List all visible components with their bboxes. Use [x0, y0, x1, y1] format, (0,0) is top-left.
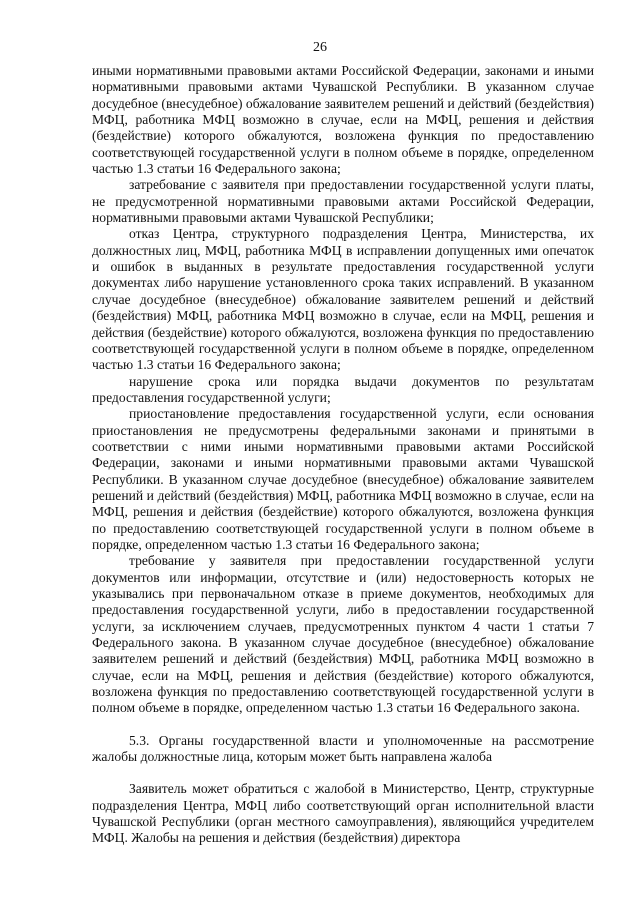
paragraph-suspension: приостановление предоставления государственной услуги, если основания приостановления не предусмотрены федеральными законами и принятыми в соответствии с ними иными нормативными правовыми актами Российской Федерации, законами и иными нормативными правовыми актами Чувашской Республики. В указанном случае досудебное (внесудебное) обжалование заявителем решений и действий (бездействия) МФЦ, работника МФЦ возможно в случае, если на МФЦ, решения и действия (бездействие) которого обжалуются, возложена функция по предоставлению соответствующей государственной услуги в полном объеме в порядке, определенном частью 1.3 статьи 16 Федерального закона;	[92, 406, 594, 552]
spacer	[92, 717, 594, 733]
paragraph-issue-deadline: нарушение срока или порядка выдачи документов по результатам предоставления государственной услуги;	[92, 373, 594, 405]
paragraph-continuation: иными нормативными правовыми актами Российской Федерации, законами и иными нормативными правовыми актами Чувашской Республики. В указанном случае досудебное (внесудебное) обжалование заявителем решений и действий (бездействия) МФЦ, работника МФЦ возможно в случае, если на МФЦ, решения и действия (бездействие) которого обжалуются, возложена функция по предоставлению соответствующей государственной услуги в полном объеме в порядке, определенном частью 1.3 статьи 16 Федерального закона;	[92, 63, 594, 177]
section-heading: 5.3. Органы государственной власти и уполномоченные на рассмотрение жалобы должностные лица, которым может быть направлена жалоба	[92, 732, 594, 765]
paragraph-complaint-bodies: Заявитель может обратиться с жалобой в Министерство, Центр, структурные подразделения Центра, МФЦ либо соответствующий орган исполнительной власти Чувашской Республики (орган местного самоуправления), являющийся учредителем МФЦ. Жалобы на решения и действия (бездействия) директора	[92, 781, 594, 846]
document-body	[92, 63, 594, 847]
spacer	[92, 765, 594, 781]
paragraph-fee-demand: затребование с заявителя при предоставлении государственной услуги платы, не предусмотренной нормативными правовыми актами Российской Федерации, нормативными правовыми актами Чувашской Республики;	[92, 177, 594, 226]
paragraph-document-demand: требование у заявителя при предоставлении государственной услуги документов или информации, отсутствие и (или) недостоверность которых не указывались при первоначальном отказе в приеме документов, необходимых для предоставления государственной услуги, либо в предоставлении государственной услуги, за исключением случаев, предусмотренных пунктом 4 части 1 статьи 7 Федерального закона. В указанном случае досудебное (внесудебное) обжалование заявителем решений и действий (бездействия) МФЦ, работника МФЦ возможно в случае, если на МФЦ, решения и действия (бездействие) которого обжалуются, возложена функция по предоставлению соответствующей государственной услуги в полном объеме в порядке, определенном частью 1.3 статьи 16 Федерального закона.	[92, 553, 594, 716]
page-number: 26	[313, 40, 327, 55]
paragraph-correction-refusal: отказ Центра, структурного подразделения Центра, Министерства, их должностных лиц, МФЦ, работника МФЦ в исправлении допущенных ими опечаток и ошибок в выданных в результате предоставления государственной услуги документах либо нарушение установленного срока таких исправлений. В указанном случае досудебное (внесудебное) обжалование заявителем решений и действий (бездействия) МФЦ, работника МФЦ возможно в случае, если на МФЦ, решения и действия (бездействие) которого обжалуются, возложена функция по предоставлению соответствующей государственной услуги в полном объеме в порядке, определенном частью 1.3 статьи 16 Федерального закона;	[92, 226, 594, 373]
